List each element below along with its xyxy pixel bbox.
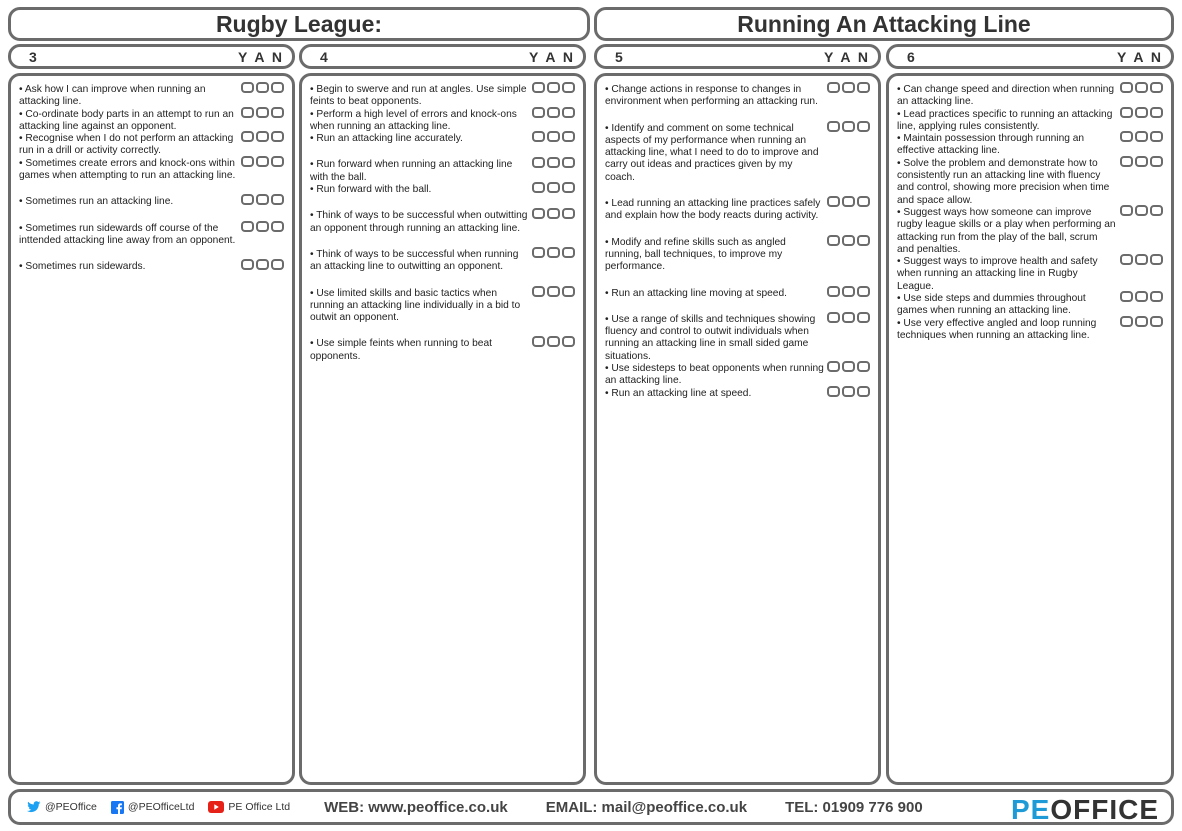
criterion-item: • Sometimes create errors and knock-ons within games when attempting to run an attacking line. — [19, 158, 286, 183]
yan-checkboxes — [827, 361, 870, 372]
criterion-item: • Recognise when I do not perform an attacking run in a drill or activity correctly. — [19, 133, 286, 158]
almost-checkbox[interactable] — [256, 107, 269, 118]
yes-checkbox[interactable] — [241, 156, 254, 167]
not-yet-checkbox[interactable] — [1150, 82, 1163, 93]
yes-checkbox[interactable] — [1120, 82, 1133, 93]
not-yet-checkbox[interactable] — [271, 221, 284, 232]
yes-checkbox[interactable] — [532, 286, 545, 297]
yan-checkboxes — [241, 107, 284, 118]
criterion-item: • Use very effective angled and loop running techniques when running an attacking line. — [897, 318, 1165, 343]
criterion-item: • Suggest ways to improve health and safety when running an attacking line in Rugby League. — [897, 256, 1165, 293]
yan-checkboxes — [532, 336, 575, 347]
criterion-item: • Think of ways to be successful when outwitting an opponent through running an attacking line. — [310, 210, 577, 235]
yes-checkbox[interactable] — [532, 82, 545, 93]
web-address[interactable]: WEB: www.peoffice.co.uk — [324, 798, 508, 816]
criterion-item: • Perform a high level of errors and knock-ons when running an attacking line. — [310, 109, 577, 134]
yan-checkboxes — [241, 221, 284, 232]
facebook-handle: @PEOfficeLtd — [127, 801, 195, 813]
yan-checkboxes — [827, 286, 870, 297]
not-yet-checkbox[interactable] — [1150, 205, 1163, 216]
almost-checkbox[interactable] — [547, 286, 560, 297]
almost-checkbox[interactable] — [1135, 107, 1148, 118]
logo-pe-text: PE — [1010, 794, 1051, 825]
almost-checkbox[interactable] — [547, 208, 560, 219]
facebook-icon — [111, 801, 124, 814]
title-right-text: Running An Attacking Line — [737, 10, 1031, 37]
not-yet-checkbox[interactable] — [562, 336, 575, 347]
yes-checkbox[interactable] — [1120, 291, 1133, 302]
not-yet-checkbox[interactable] — [271, 194, 284, 205]
almost-checkbox[interactable] — [547, 157, 560, 168]
almost-checkbox[interactable] — [547, 336, 560, 347]
almost-checkbox[interactable] — [1135, 316, 1148, 327]
criterion-item: • Can change speed and direction when running an attacking line. — [897, 84, 1165, 109]
not-yet-checkbox[interactable] — [271, 259, 284, 270]
criterion-item: • Begin to swerve and run at angles. Use simple feints to beat opponents. — [310, 84, 577, 109]
criterion-item: • Use a range of skills and techniques showing fluency and control to outwit individuals when running an attacking line in small sided game situations. — [605, 314, 872, 363]
almost-checkbox[interactable] — [1135, 156, 1148, 167]
yan-checkboxes — [827, 121, 870, 132]
yan-checkboxes — [241, 194, 284, 205]
not-yet-checkbox[interactable] — [271, 156, 284, 167]
almost-checkbox[interactable] — [547, 82, 560, 93]
yan-checkboxes — [241, 82, 284, 93]
level-6-header — [886, 44, 1174, 69]
yan-checkboxes — [827, 196, 870, 207]
yan-checkboxes — [827, 386, 870, 397]
facebook-link[interactable] — [111, 801, 195, 814]
yan-checkboxes — [241, 131, 284, 142]
almost-checkbox[interactable] — [1135, 131, 1148, 142]
level-4-header — [299, 44, 586, 69]
not-yet-checkbox[interactable] — [857, 121, 870, 132]
yes-checkbox[interactable] — [1120, 316, 1133, 327]
level-number: 3 — [29, 48, 37, 65]
not-yet-checkbox[interactable] — [562, 107, 575, 118]
yes-checkbox[interactable] — [827, 121, 840, 132]
not-yet-checkbox[interactable] — [1150, 131, 1163, 142]
yan-label: Y A N — [1116, 48, 1163, 65]
not-yet-checkbox[interactable] — [857, 235, 870, 246]
criterion-item: • Run forward with the ball. — [310, 184, 577, 196]
yan-checkboxes — [532, 247, 575, 258]
yan-checkboxes — [1120, 131, 1163, 142]
level-5-column — [594, 73, 881, 785]
yes-checkbox[interactable] — [827, 386, 840, 397]
yes-checkbox[interactable] — [241, 107, 254, 118]
yan-label: Y A N — [528, 48, 575, 65]
almost-checkbox[interactable] — [842, 82, 855, 93]
criterion-item: • Solve the problem and demonstrate how to consistently run an attacking line with fluency and control, showing more precision when time and space allow. — [897, 158, 1165, 207]
almost-checkbox[interactable] — [256, 156, 269, 167]
yes-checkbox[interactable] — [1120, 254, 1133, 265]
not-yet-checkbox[interactable] — [857, 286, 870, 297]
almost-checkbox[interactable] — [842, 121, 855, 132]
level-4-column — [299, 73, 586, 785]
yan-checkboxes — [1120, 107, 1163, 118]
yes-checkbox[interactable] — [827, 361, 840, 372]
yes-checkbox[interactable] — [827, 286, 840, 297]
not-yet-checkbox[interactable] — [562, 208, 575, 219]
yes-checkbox[interactable] — [1120, 156, 1133, 167]
yan-checkboxes — [532, 107, 575, 118]
yes-checkbox[interactable] — [532, 157, 545, 168]
yes-checkbox[interactable] — [1120, 205, 1133, 216]
yes-checkbox[interactable] — [241, 194, 254, 205]
yan-checkboxes — [827, 235, 870, 246]
yan-checkboxes — [827, 82, 870, 93]
criterion-item: • Sometimes run sidewards. — [19, 261, 286, 273]
yan-checkboxes — [1120, 82, 1163, 93]
not-yet-checkbox[interactable] — [1150, 156, 1163, 167]
yes-checkbox[interactable] — [532, 107, 545, 118]
yan-checkboxes — [532, 182, 575, 193]
criterion-item: • Lead running an attacking line practices safely and explain how the body reacts during activity. — [605, 198, 872, 223]
yan-checkboxes — [1120, 316, 1163, 327]
almost-checkbox[interactable] — [547, 247, 560, 258]
criterion-item: • Think of ways to be successful when running an attacking line to outwitting an opponent. — [310, 249, 577, 274]
peoffice-logo — [1011, 794, 1159, 826]
criterion-item: • Run an attacking line accurately. — [310, 133, 577, 145]
yan-checkboxes — [827, 312, 870, 323]
not-yet-checkbox[interactable] — [1150, 291, 1163, 302]
yan-checkboxes — [1120, 205, 1163, 216]
almost-checkbox[interactable] — [842, 386, 855, 397]
almost-checkbox[interactable] — [842, 312, 855, 323]
not-yet-checkbox[interactable] — [1150, 316, 1163, 327]
criterion-item: • Maintain possession through running an effective attacking line. — [897, 133, 1165, 158]
criterion-item: • Sometimes run sidewards off course of the inttended attacking line away from an opponent. — [19, 223, 286, 248]
not-yet-checkbox[interactable] — [857, 196, 870, 207]
criterion-item: • Run an attacking line moving at speed. — [605, 288, 872, 300]
yan-label: Y A N — [823, 48, 870, 65]
email-address[interactable]: EMAIL: mail@peoffice.co.uk — [545, 798, 748, 816]
yes-checkbox[interactable] — [532, 208, 545, 219]
not-yet-checkbox[interactable] — [857, 361, 870, 372]
twitter-handle: @PEOffice — [45, 801, 97, 813]
logo-office-text: OFFICE — [1050, 794, 1159, 825]
yes-checkbox[interactable] — [532, 182, 545, 193]
level-number: 4 — [320, 48, 328, 65]
yan-checkboxes — [1120, 254, 1163, 265]
yan-checkboxes — [241, 259, 284, 270]
not-yet-checkbox[interactable] — [562, 247, 575, 258]
page-title-right — [594, 7, 1174, 41]
yes-checkbox[interactable] — [241, 259, 254, 270]
almost-checkbox[interactable] — [547, 107, 560, 118]
yes-checkbox[interactable] — [827, 312, 840, 323]
level-number: 6 — [907, 48, 915, 65]
criterion-item: • Sometimes run an attacking line. — [19, 196, 286, 208]
not-yet-checkbox[interactable] — [857, 386, 870, 397]
yes-checkbox[interactable] — [241, 221, 254, 232]
almost-checkbox[interactable] — [256, 131, 269, 142]
criterion-item: • Modify and refine skills such as angled running, ball techniques, to improve my performance. — [605, 237, 872, 274]
not-yet-checkbox[interactable] — [857, 82, 870, 93]
yes-checkbox[interactable] — [241, 82, 254, 93]
almost-checkbox[interactable] — [1135, 82, 1148, 93]
almost-checkbox[interactable] — [547, 182, 560, 193]
yes-checkbox[interactable] — [1120, 107, 1133, 118]
level-6-column — [886, 73, 1174, 785]
yan-checkboxes — [532, 131, 575, 142]
criterion-item: • Use side steps and dummies throughout games when running an attacking line. — [897, 293, 1165, 318]
title-left-text: Rugby League: — [215, 10, 383, 37]
yan-checkboxes — [532, 82, 575, 93]
almost-checkbox[interactable] — [256, 221, 269, 232]
not-yet-checkbox[interactable] — [857, 312, 870, 323]
yan-checkboxes — [241, 156, 284, 167]
telephone-number: TEL: 01909 776 900 — [785, 798, 923, 816]
not-yet-checkbox[interactable] — [562, 82, 575, 93]
almost-checkbox[interactable] — [842, 286, 855, 297]
not-yet-checkbox[interactable] — [271, 107, 284, 118]
almost-checkbox[interactable] — [1135, 254, 1148, 265]
twitter-link[interactable] — [27, 801, 97, 813]
criterion-item: • Suggest ways how someone can improve rugby league skills or a play when performing an attacking run from the play of the ball, scrum and penalties. — [897, 207, 1165, 256]
level-3-header — [8, 44, 295, 69]
criterion-item: • Use sidesteps to beat opponents when running an attacking line. — [605, 363, 872, 388]
not-yet-checkbox[interactable] — [271, 82, 284, 93]
criterion-item: • Change actions in response to changes in environment when performing an attacking run. — [605, 84, 872, 109]
criterion-item: • Lead practices specific to running an attacking line, applying rules consistently. — [897, 109, 1165, 134]
almost-checkbox[interactable] — [256, 259, 269, 270]
yes-checkbox[interactable] — [532, 131, 545, 142]
criterion-item: • Run forward when running an attacking line with the ball. — [310, 159, 577, 184]
not-yet-checkbox[interactable] — [562, 182, 575, 193]
level-3-column — [8, 73, 295, 785]
not-yet-checkbox[interactable] — [562, 286, 575, 297]
youtube-icon — [208, 801, 224, 813]
yes-checkbox[interactable] — [241, 131, 254, 142]
not-yet-checkbox[interactable] — [562, 131, 575, 142]
yan-label: Y A N — [237, 48, 284, 65]
yan-checkboxes — [532, 208, 575, 219]
level-number: 5 — [615, 48, 623, 65]
almost-checkbox[interactable] — [547, 131, 560, 142]
youtube-channel: PE Office Ltd — [228, 801, 291, 813]
almost-checkbox[interactable] — [1135, 205, 1148, 216]
almost-checkbox[interactable] — [256, 82, 269, 93]
yan-checkboxes — [532, 286, 575, 297]
footer — [8, 789, 1174, 825]
criterion-item: • Identify and comment on some technical aspects of my performance when running an attacking line, what I need to do to improve and carry out ideas and practices given by my coach. — [605, 123, 872, 184]
criterion-item: • Co-ordinate body parts in an attempt to run an attacking line against an opponent. — [19, 109, 286, 134]
twitter-icon — [27, 801, 41, 813]
not-yet-checkbox[interactable] — [1150, 107, 1163, 118]
yes-checkbox[interactable] — [1120, 131, 1133, 142]
criterion-item: • Use simple feints when running to beat opponents. — [310, 338, 577, 363]
yan-checkboxes — [1120, 156, 1163, 167]
youtube-link[interactable] — [208, 801, 290, 813]
almost-checkbox[interactable] — [842, 235, 855, 246]
yes-checkbox[interactable] — [532, 247, 545, 258]
criterion-item: • Run an attacking line at speed. — [605, 388, 872, 400]
level-5-header — [594, 44, 881, 69]
criterion-item: • Use limited skills and basic tactics when running an attacking line individually in a bid to outwit an opponent. — [310, 288, 577, 325]
not-yet-checkbox[interactable] — [562, 157, 575, 168]
yes-checkbox[interactable] — [827, 82, 840, 93]
not-yet-checkbox[interactable] — [271, 131, 284, 142]
yes-checkbox[interactable] — [827, 235, 840, 246]
not-yet-checkbox[interactable] — [1150, 254, 1163, 265]
almost-checkbox[interactable] — [842, 196, 855, 207]
almost-checkbox[interactable] — [842, 361, 855, 372]
yes-checkbox[interactable] — [827, 196, 840, 207]
almost-checkbox[interactable] — [1135, 291, 1148, 302]
yan-checkboxes — [532, 157, 575, 168]
yan-checkboxes — [1120, 291, 1163, 302]
criterion-item: • Ask how I can improve when running an attacking line. — [19, 84, 286, 109]
almost-checkbox[interactable] — [256, 194, 269, 205]
yes-checkbox[interactable] — [532, 336, 545, 347]
page-title-left — [8, 7, 590, 41]
